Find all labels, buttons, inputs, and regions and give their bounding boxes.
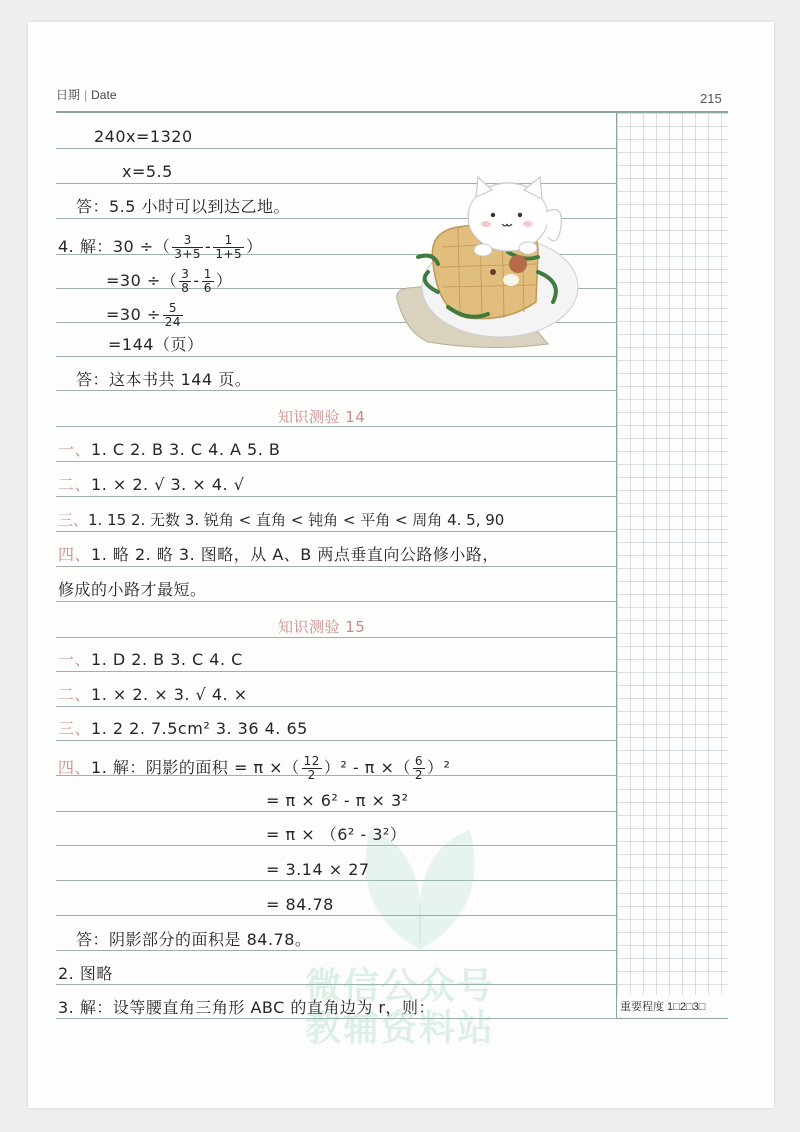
date-header: 日期 | Date bbox=[56, 88, 117, 102]
answer-line: 答：阴影部分的面积是 84.78。 bbox=[76, 930, 312, 949]
calc-line: = 84.78 bbox=[266, 895, 334, 914]
ruled-line bbox=[56, 390, 616, 391]
ruled-line bbox=[56, 845, 616, 846]
answer-row: 一、1. D 2. B 3. C 4. C bbox=[58, 650, 243, 669]
margin-grid bbox=[617, 113, 728, 995]
ruled-line bbox=[56, 148, 616, 149]
answer-row: 四、1. 略 2. 略 3. 图略，从 A、B 两点垂直向公路修小路， bbox=[58, 545, 499, 564]
page-number: 215 bbox=[700, 91, 722, 106]
answer-row: 三、1. 15 2. 无数 3. 锐角 < 直角 < 钝角 < 平角 < 周角 4. 5, 90 bbox=[58, 511, 505, 529]
fraction: $\frac{1}{6}$ bbox=[203, 267, 212, 295]
fraction: $\frac{12}{2}$ bbox=[303, 754, 320, 782]
ruled-line bbox=[56, 950, 616, 951]
ruled-line bbox=[56, 915, 616, 916]
watermark-line-1: 微信公众号 bbox=[305, 966, 496, 1007]
margin-divider bbox=[616, 113, 617, 1019]
equation-line: x=5.5 bbox=[122, 162, 173, 181]
fraction: $\frac{6}{2}$ bbox=[414, 754, 423, 782]
fraction: $\frac{3}{3+5}$ bbox=[174, 233, 202, 261]
solution-line: =30 ÷ $\frac{5}{24}$ bbox=[106, 301, 182, 329]
ruled-line bbox=[56, 637, 616, 638]
fraction: $\frac{5}{24}$ bbox=[164, 301, 182, 329]
ruled-line bbox=[56, 566, 616, 567]
ruled-line bbox=[56, 880, 616, 881]
solution-line: =30 ÷（ $\frac{3}{8}$ - $\frac{1}{6}$ ） bbox=[106, 267, 233, 295]
section-title: 知识测验 14 bbox=[278, 408, 366, 426]
answer-row: 四、1. 解：阴影的面积 = π ×（ $\frac{12}{2}$ ）² - π ×（ $\frac{6}{2}$ ）² bbox=[58, 754, 451, 782]
fraction: $\frac{1}{1+5}$ bbox=[215, 233, 243, 261]
answer-row: 修成的小路才最短。 bbox=[58, 580, 207, 599]
answer-row: 二、1. × 2. √ 3. × 4. √ bbox=[58, 475, 245, 494]
answer-line: 答：这本书共 144 页。 bbox=[76, 370, 252, 389]
bottom-rule bbox=[616, 1018, 728, 1019]
equation-line: 240x=1320 bbox=[94, 127, 193, 146]
ruled-line bbox=[56, 356, 616, 357]
importance-rating: 重要程度 1□2□3□ bbox=[620, 1001, 706, 1013]
calc-line: = 3.14 × 27 bbox=[266, 860, 370, 879]
section-title: 知识测验 15 bbox=[278, 618, 366, 636]
ruled-line bbox=[56, 740, 616, 741]
calc-line: = π × （6² - 3²） bbox=[266, 825, 407, 844]
answer-line: 答：5.5 小时可以到达乙地。 bbox=[76, 197, 291, 216]
ruled-line bbox=[56, 601, 616, 602]
ruled-line bbox=[56, 531, 616, 532]
answer-row: 3. 解：设等腰直角三角形 ABC 的直角边为 r，则： bbox=[58, 998, 436, 1017]
answer-row: 二、1. × 2. × 3. √ 4. × bbox=[58, 685, 248, 704]
watermark-line-2: 教辅资料站 bbox=[305, 1008, 496, 1049]
ruled-line bbox=[56, 811, 616, 812]
calc-line: = π × 6² - π × 3² bbox=[266, 791, 409, 810]
ruled-line bbox=[56, 461, 616, 462]
answer-row: 三、1. 2 2. 7.5cm² 3. 36 4. 65 bbox=[58, 719, 308, 738]
solution-line: =144（页） bbox=[108, 335, 204, 354]
cat-waffle-illustration bbox=[388, 172, 588, 352]
solution-line: 4. 解：30 ÷（ $\frac{3}{3+5}$ - $\frac{1}{1+5}$ ） bbox=[58, 233, 263, 261]
ruled-line bbox=[56, 706, 616, 707]
answer-row: 2. 图略 bbox=[58, 964, 113, 983]
fraction: $\frac{3}{8}$ bbox=[181, 267, 190, 295]
answer-row: 一、1. C 2. B 3. C 4. A 5. B bbox=[58, 440, 281, 459]
ruled-line bbox=[56, 671, 616, 672]
ruled-line bbox=[56, 496, 616, 497]
